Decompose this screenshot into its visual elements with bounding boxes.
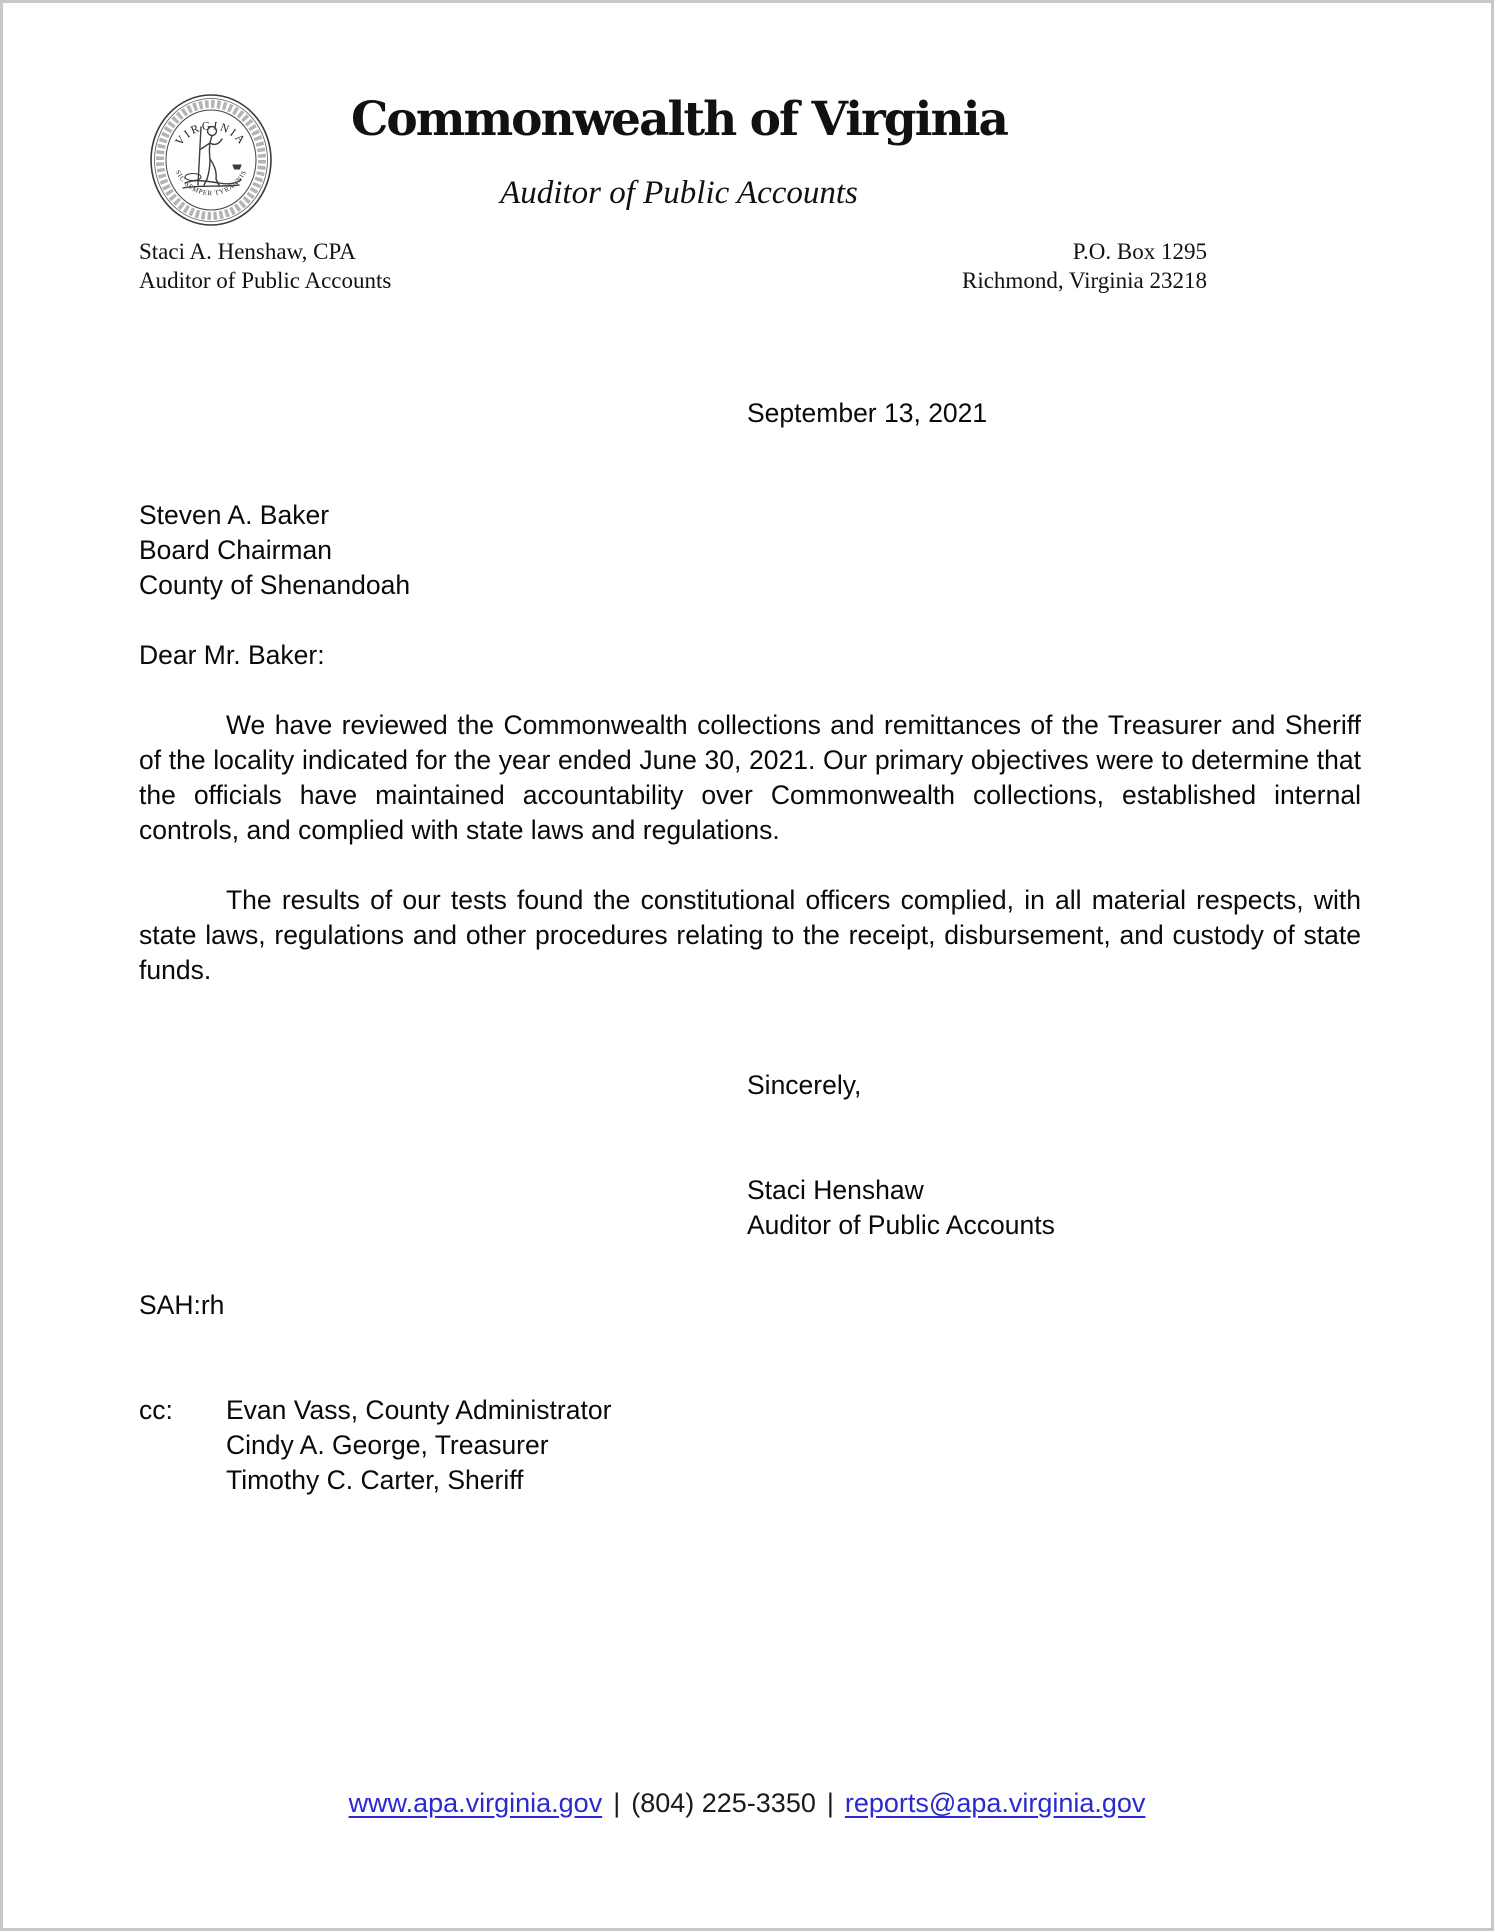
masthead-subtitle: Auditor of Public Accounts [500, 175, 858, 211]
masthead-title: Commonwealth of Virginia [350, 92, 1008, 147]
phone-number: (804) 225-3350 [631, 1788, 816, 1818]
virginia-seal-icon [149, 93, 273, 227]
masthead [343, 89, 1015, 213]
cc-list [226, 1393, 611, 1498]
recipient-organization: County of Shenandoah [139, 570, 411, 600]
recipient-title: Board Chairman [139, 535, 332, 565]
cc-recipient: Timothy C. Carter, Sheriff [226, 1465, 524, 1495]
office-address [962, 237, 1207, 295]
signature-block [747, 1173, 1055, 1243]
signer-title: Auditor of Public Accounts [747, 1210, 1055, 1240]
seal-bottom-text: SIC SEMPER TYRANNIS [173, 169, 249, 198]
recipient-name: Steven A. Baker [139, 500, 330, 530]
body-paragraph: The results of our tests found the constitutional officers complied, in all material respects, with state laws, regulations and other procedures relating to the receipt, disbursement, and custody of state funds. [139, 885, 1361, 985]
footer-separator: | [826, 1788, 834, 1818]
email-link[interactable]: reports@apa.virginia.gov [844, 1788, 1146, 1818]
auditor-name: Staci A. Henshaw, CPA [139, 239, 356, 264]
salutation: Dear Mr. Baker: [139, 640, 325, 670]
cc-label: cc: [139, 1395, 173, 1425]
po-box-line: P.O. Box 1295 [1072, 239, 1207, 264]
reference-initials: SAH:rh [139, 1290, 225, 1320]
date-line: September 13, 2021 [747, 398, 988, 428]
signer-name: Staci Henshaw [747, 1175, 924, 1205]
cc-recipient: Evan Vass, County Administrator [226, 1395, 612, 1425]
footer-separator: | [613, 1788, 621, 1818]
closing: Sincerely, [747, 1070, 862, 1100]
website-link[interactable]: www.apa.virginia.gov [348, 1788, 603, 1818]
cc-block [139, 1393, 611, 1498]
seal-top-text: VIRGINIA [173, 120, 249, 149]
body-paragraph: We have reviewed the Commonwealth collections and remittances of the Treasurer and Sheriff of the locality indicated for the year ended June 30, 2021. Our primary objectives were to determine that the officials have maintained accountability over Commonwealth collections, established internal controls, and complied with state laws and regulations. [139, 710, 1361, 845]
auditor-info [139, 237, 391, 295]
auditor-title: Auditor of Public Accounts [139, 268, 392, 293]
recipient-block [139, 498, 410, 603]
footer-contact-line [3, 1786, 1491, 1820]
cc-recipient: Cindy A. George, Treasurer [226, 1430, 549, 1460]
city-state-zip-line: Richmond, Virginia 23218 [961, 268, 1207, 293]
